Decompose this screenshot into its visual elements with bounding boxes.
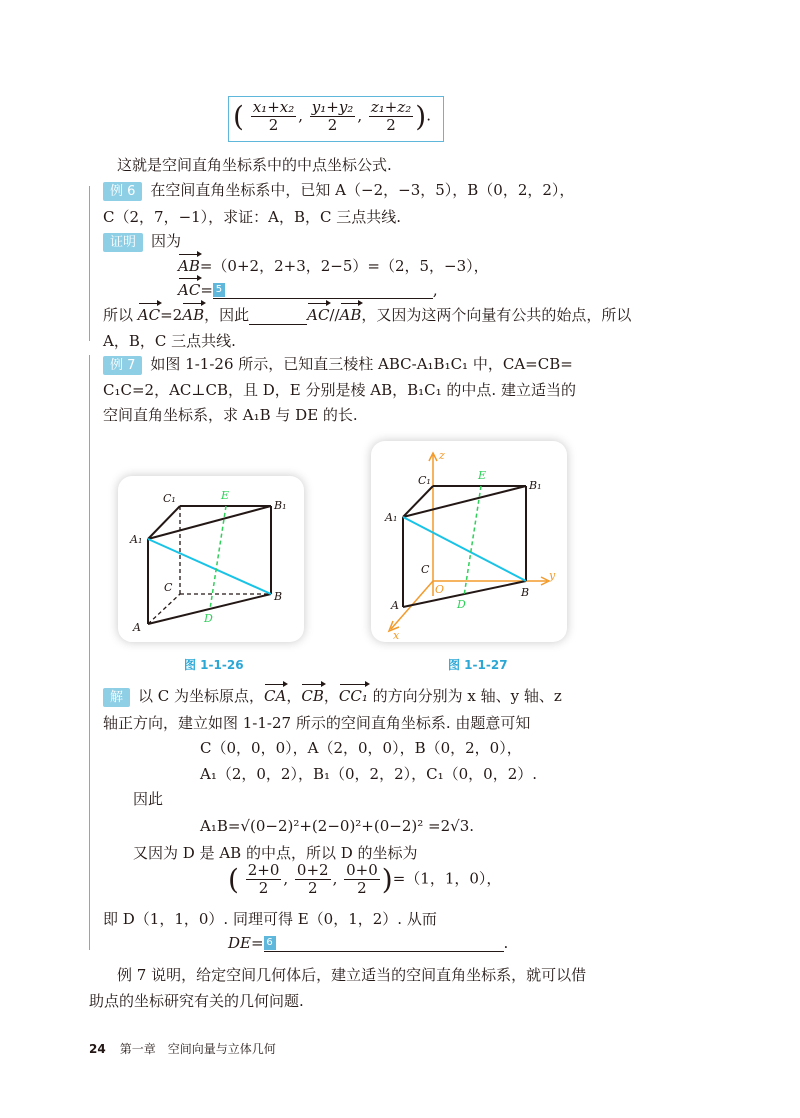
example6-badge: 例 6 [103,182,142,201]
example7-bracket [89,355,90,950]
label-e: E [221,489,230,502]
example6-line1: 例 6 在空间直角坐标系中，已知 A（−2，−3，5），B（0，2，2）， [89,179,574,201]
solution-therefore: 因此 [133,790,164,808]
figure-1-1-26 [118,476,304,642]
label-c1: C₁ [163,492,176,505]
label-b: B [521,586,530,599]
label-b: B [274,590,283,603]
solution-de-line: DE= 6 . [228,934,509,952]
label-a1: A₁ [385,511,398,524]
example7-badge: 例 7 [103,356,142,375]
proof-ab-line: AB=（0+2，2+3，2−5）=（2，5，−3）， [178,257,489,275]
proof-ac-line: AC= 5 , [178,281,438,299]
solution-d-fraction: ( $\frac{2+0}{2}$ , $\frac{0+2}{2}$ , $\frac{0+0}{2}$ )=（1，1，0）， [228,861,502,897]
page-number: 24 [89,1042,106,1056]
label-a: A [391,599,399,612]
axis-x-label: x [393,629,400,642]
proof-line1: 证明 因为 [89,230,181,252]
label-o: O [435,583,445,596]
solution-coords2: A₁（2，0，2），B₁（0，2，2），C₁（0，0，2）. [200,765,538,783]
label-c: C [164,581,173,594]
proof-conclusion: A，B，C 三点共线. [103,332,236,350]
example6-bracket [89,186,90,341]
figure-1-1-27 [371,441,567,642]
frac-z: $\frac{\text{z₁+z₂}}{2}$ [370,98,412,134]
label-d: D [204,612,213,625]
label-a: A [133,621,141,634]
frac-y: $\frac{\text{y₁+y₂}}{2}$ [311,98,354,134]
example7-line3: 空间直角坐标系，求 A₁B 与 DE 的长. [103,406,358,424]
solution-de-coords: 即 D（1，1，0）. 同理可得 E（0，1，2）. 从而 [103,910,437,928]
figure-1-1-26-caption: 图 1-1-26 [184,658,244,672]
solution-badge: 解 [103,688,130,707]
figure-1-1-26-diagram [118,476,304,642]
frac-x: $\frac{\text{x₁+x₂}}{2}$ [252,98,295,134]
blank-5[interactable]: 5 [213,283,225,297]
solution-a1b-length: A₁B=√(0−2)²+(2−0)²+(0−2)² =2√3. [200,817,474,835]
example6-line2: C（2，7，−1），求证：A，B，C 三点共线. [103,208,402,226]
figure-1-1-27-caption: 图 1-1-27 [448,658,508,672]
closing-line1: 例 7 说明，给定空间几何体后，建立适当的空间直角坐标系，就可以借 [117,966,587,984]
label-d: D [457,598,466,611]
chapter-title: 第一章 空间向量与立体几何 [119,1042,276,1056]
example7-line2: C₁C=2，AC⊥CB，且 D，E 分别是棱 AB，B₁C₁ 的中点. 建立适当的 [103,381,576,399]
example7-line1: 例 7 如图 1-1-26 所示，已知直三棱柱 ABC-A₁B₁C₁ 中，CA=CB= [89,353,573,375]
label-b1: B₁ [529,479,542,492]
proof-badge: 证明 [103,233,143,252]
axis-z-label: z [439,449,445,462]
blank-6[interactable]: 6 [264,936,276,950]
figure-1-1-27-diagram [371,441,567,642]
closing-line2: 助点的坐标研究有关的几何问题. [89,992,304,1010]
footer [89,1040,276,1057]
label-a1: A₁ [130,533,143,546]
midpoint-caption: 这就是空间直角坐标系中的中点坐标公式. [117,156,392,174]
solution-line1: 解 以 C 为坐标原点，CA，CB，CC₁ 的方向分别为 x 轴、y 轴、z [89,685,562,707]
label-b1: B₁ [274,499,287,512]
solution-d-midpoint: 又因为 D 是 AB 的中点，所以 D 的坐标为 [133,844,418,862]
axis-y-label: y [549,569,556,582]
proof-so-line: 所以 AC=2AB，因此 AC//AB，又因为这两个向量有公共的始点，所以 [103,306,632,324]
solution-coords1: C（0，0，0），A（2，0，0），B（0，2，0）， [200,739,522,757]
solution-line2: 轴正方向，建立如图 1-1-27 所示的空间直角坐标系. 由题意可知 [103,714,531,732]
label-e: E [478,469,487,482]
label-c: C [421,563,430,576]
label-c1: C₁ [418,474,431,487]
midpoint-formula-box: ( $\frac{\text{x₁+x₂}}{2}$ , $\frac{\text{y₁+y₂}}{2}$ , $\frac{\text{z₁+z₂}}{2}$ ). [228,96,444,142]
